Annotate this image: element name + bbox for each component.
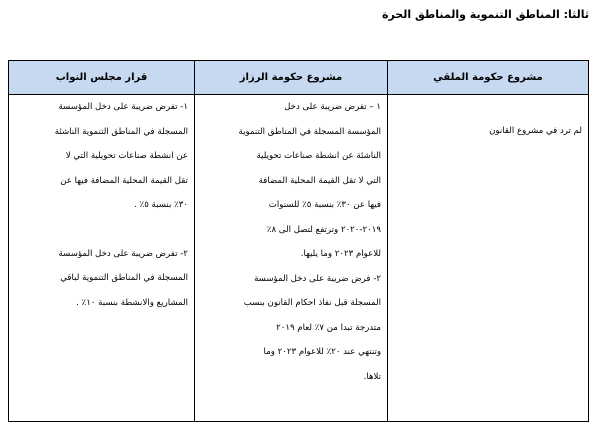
cell-razzaz[interactable] — [195, 95, 388, 422]
section-title: ثالثا: المناطق التنموية والمناطق الحرة — [381, 8, 589, 21]
parliament-point-2: ٢- تفرض ضريبة على دخل المؤسسة المسجلة في المناطق التنموية لباقي المشاريع والانشطة بنسبة ١٠٪ . — [58, 248, 188, 308]
cell-malki[interactable] — [388, 95, 589, 422]
paragraph-gap — [15, 218, 188, 242]
header-row — [9, 61, 589, 95]
cell-parliament[interactable] — [9, 95, 195, 422]
razzaz-point-1: ١ – تفرض ضريبة على دخل المؤسسة المسجلة في المناطق التنموية الناشئة عن انشطة صناعات تحويلية التي لا تقل القيمة المحلية المضافة فيها عن ٣٠٪ بنسبة ٥٪ للسنوات ٢٠١٩-٢٠٢٠ وترتفع لتصل الى ٨٪ للاعوام ٢٠٢٣ وما يليها. — [238, 102, 381, 259]
header-malki: مشروع حكومة الملقي — [388, 61, 589, 95]
table-row — [9, 95, 589, 422]
razzaz-point-2: ٢- فرض ضريبة على دخل المؤسسة المسجلة قبل نفاذ احكام القانون بنسب متدرجة تبدا من ٧٪ لعام ٢٠١٩ وتنتهي عند ٢٠٪ للاعوام ٢٠٢٣ وما تلاها. — [243, 273, 381, 382]
comparison-table — [8, 60, 589, 422]
parliament-point-1: ١- تفرض ضريبة على دخل المؤسسة المسجلة في المناطق التنموية الناشئة عن انشطة صناعات تحويلية التي لا تقل القيمة المحلية المضافة فيها عن ٣٠٪ بنسبة ٥٪ . — [54, 102, 188, 210]
header-razzaz: مشروع حكومة الرزاز — [195, 61, 388, 95]
header-parliament: قرار مجلس النواب — [9, 61, 195, 95]
malki-text: لم ترد في مشروع القانون — [489, 126, 582, 136]
